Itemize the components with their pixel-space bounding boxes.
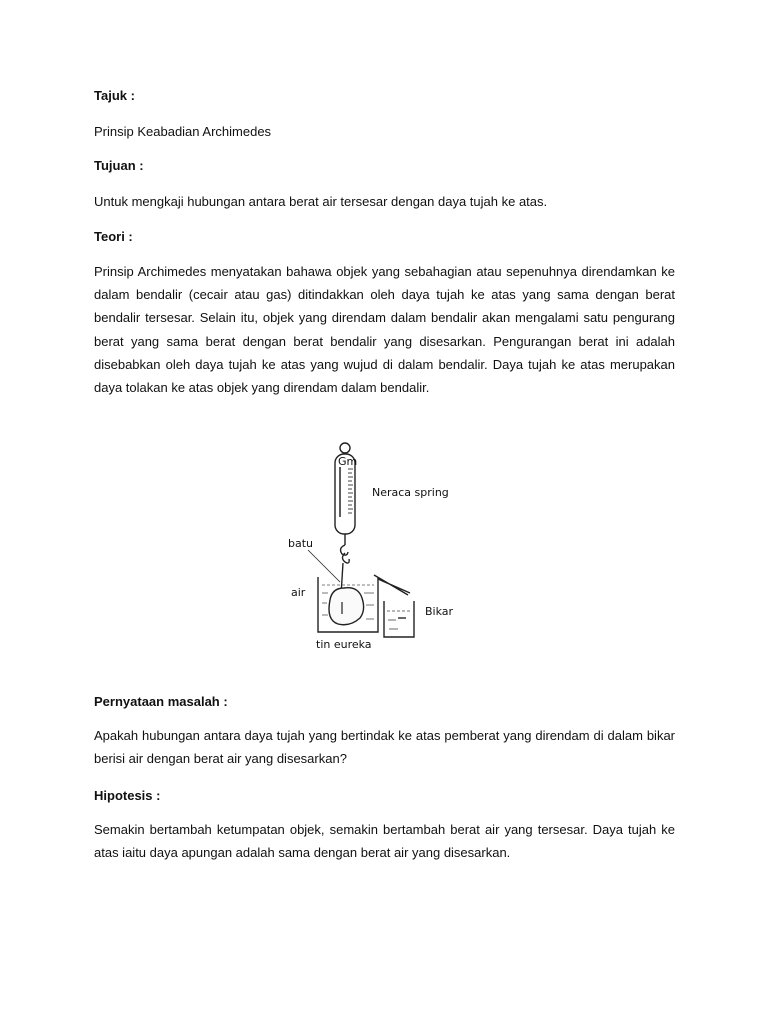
- heading-pernyataan-masalah: Pernyataan masalah :: [94, 694, 228, 709]
- batu-pointer: [308, 550, 340, 582]
- heading-tujuan: Tujuan :: [94, 158, 144, 173]
- apparatus-diagram: [288, 437, 464, 675]
- hypothesis-paragraph: Semakin bertambah ketumpatan objek, semakin bertambah berat air yang tersesar. Daya tujah ke atas iaitu daya apungan adalah sama dengan berat air yang disesarkan.: [94, 822, 675, 861]
- theory-paragraph: Prinsip Archimedes menyatakan bahawa objek yang sebahagian atau sepenuhnya direndamkan ke dalam bendalir (cecair atau gas) ditindakkan oleh daya tujah ke atas yang sama dengan berat bendalir tersesar. Selain itu, objek yang direndam dalam bendalir akan mengalami satu pengurang berat yang sama berat dengan berat bendalir yang disesarkan. Pengurangan berat ini adalah disebabkan oleh daya tujah ke atas yang wujud di dalam bendalir. Daya tujah ke atas merupakan daya tolakan ke atas objek yang direndam dalam bendalir.: [94, 264, 675, 396]
- beaker: [384, 601, 414, 637]
- beaker-water: [387, 611, 412, 629]
- bikar-label: Bikar: [425, 605, 454, 618]
- objective-text: Untuk mengkaji hubungan antara berat air tersesar dengan daya tujah ke atas.: [94, 194, 548, 209]
- batu-label: batu: [288, 537, 314, 550]
- title-text: Prinsip Keabadian Archimedes: [94, 124, 272, 139]
- problem-statement-paragraph: Apakah hubungan antara daya tujah yang bertindak ke atas pemberat yang direndam di dalam bikar berisi air dengan berat air yang disesarkan?: [94, 728, 675, 767]
- spring-top-label: Gm: [338, 455, 358, 468]
- air-label: air: [291, 586, 306, 599]
- spring-scale-ticks: [340, 467, 353, 517]
- stone: [329, 588, 364, 625]
- tin-eureka-label: tin eureka: [316, 638, 372, 651]
- heading-teori: Teori :: [94, 229, 133, 244]
- heading-hipotesis: Hipotesis :: [94, 788, 161, 803]
- heading-tajuk: Tajuk :: [94, 88, 135, 103]
- neraca-spring-label: Neraca spring: [372, 486, 449, 499]
